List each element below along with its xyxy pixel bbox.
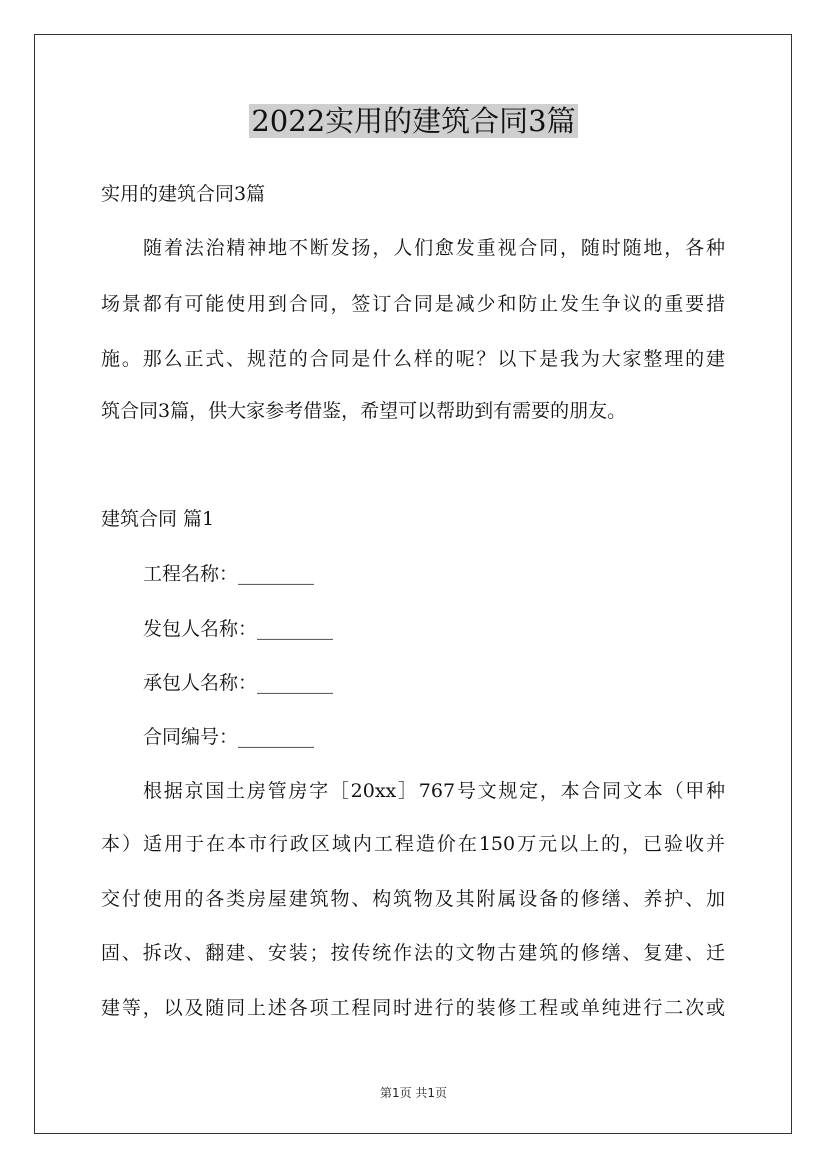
document-subtitle: 实用的建筑合同3篇	[101, 183, 266, 205]
page-footer: 第1页 共1页	[379, 1086, 448, 1100]
body-line-5: 建等，以及随同上述各项工程同时进行的装修工程或单纯进行二次或	[101, 997, 725, 1019]
section-heading: 建筑合同 篇1	[101, 508, 215, 530]
field-contractor-name: 承包人名称：________	[143, 672, 334, 694]
intro-line-2: 场景都有可能使用到合同，签订合同是减少和防止发生争议的重要措	[101, 293, 725, 315]
body-line-2: 本）适用于在本市行政区域内工程造价在150万元以上的，已验收并	[101, 833, 725, 855]
field-employer-name: 发包人名称：________	[143, 618, 334, 640]
intro-line-4: 筑合同3篇，供大家参考借鉴，希望可以帮助到有需要的朋友。	[101, 400, 627, 422]
body-line-1: 根据京国土房管房字［20xx］767号文规定，本合同文本（甲种	[143, 780, 725, 802]
body-line-3: 交付使用的各类房屋建筑物、构筑物及其附属设备的修缮、养护、加	[101, 888, 725, 910]
intro-line-1: 随着法治精神地不断发扬，人们愈发重视合同，随时随地，各种	[143, 237, 725, 259]
field-project-name: 工程名称：________	[143, 563, 315, 585]
document-title: 2022实用的建筑合同3篇	[251, 104, 576, 138]
field-contract-number: 合同编号：________	[143, 726, 315, 748]
intro-line-3: 施。那么正式、规范的合同是什么样的呢？以下是我为大家整理的建	[101, 348, 725, 370]
body-line-4: 固、拆改、翻建、安装；按传统作法的文物古建筑的修缮、复建、迁	[101, 942, 725, 964]
